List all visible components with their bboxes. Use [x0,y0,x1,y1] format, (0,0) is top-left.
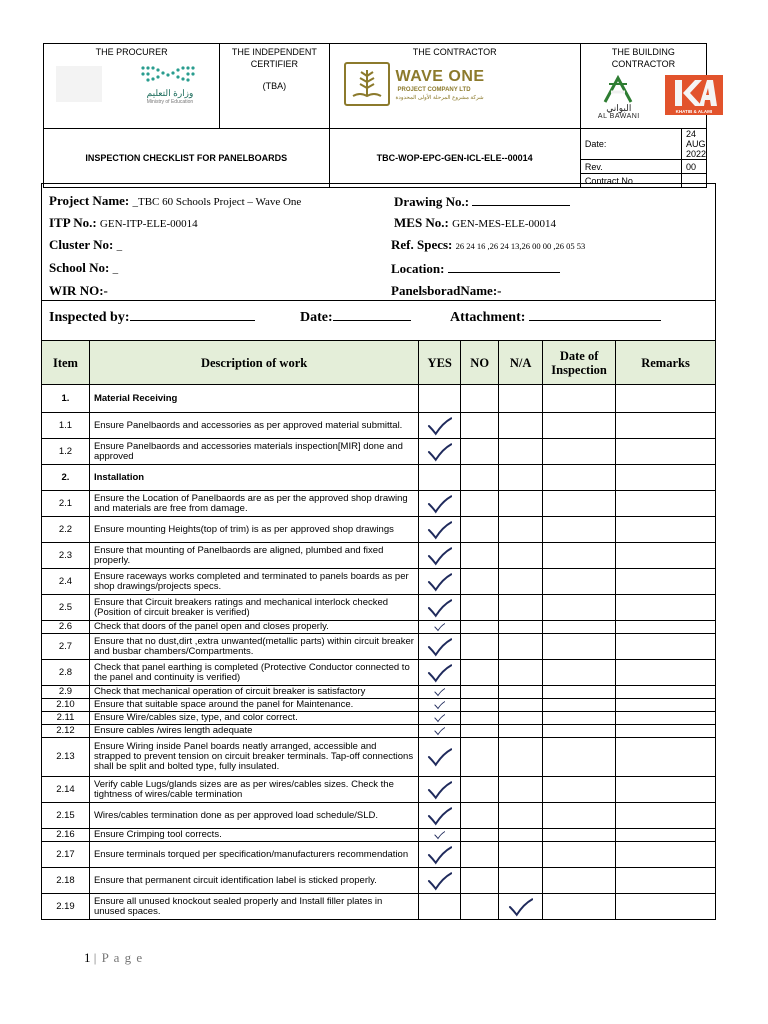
checkmark-icon [427,870,452,892]
na-cell[interactable] [499,699,543,712]
no-cell[interactable] [461,413,499,439]
table-row [42,569,716,595]
location-field: Location: [391,260,560,277]
item-number: 2.2 [42,517,90,543]
document-header: THE PROCURER وزارة التعليم Ministry of Education THE INDEPENDENT CERTIFIER (TBA) THE CONTRACTOR WAVE ONE PROJECT COMPANY LTD شركة مشروع المرحلة الأولى المحدودة THE BUILDING CONTRACTOR البواني AL BAWANI KHATIB & ALAMI INSPECTION CHECKLIST FOR PANELBOARDS TBC-WOP-EPC-GEN-ICL-ELE--00014 Date: 24 AUG 2022 Rev. 00 Contract No. [43,43,707,188]
no-cell[interactable] [461,385,499,413]
item-number: 2.17 [42,842,90,868]
khatib-alami-logo: KHATIB & ALAMI [665,75,723,115]
yes-cell[interactable] [419,543,461,569]
remarks-cell[interactable] [616,413,716,439]
yes-cell[interactable] [419,738,461,777]
yes-cell[interactable] [419,491,461,517]
yes-cell[interactable] [419,569,461,595]
remarks-cell[interactable] [616,569,716,595]
table-row [42,686,716,699]
item-number: 2.6 [42,621,90,634]
remarks-cell[interactable] [616,712,716,725]
checkmark-icon [434,622,446,632]
item-description: Ensure mounting Heights(top of trim) is as per approved shop drawings [89,517,418,543]
no-cell[interactable] [461,634,499,660]
table-row [42,777,716,803]
checkmark-icon [427,493,452,515]
checkmark-icon [427,441,452,463]
yes-cell[interactable] [419,465,461,491]
date-cell[interactable] [543,777,616,803]
date-cell[interactable] [543,725,616,738]
col-no: NO [461,341,499,385]
table-row [42,725,716,738]
table-row [42,699,716,712]
na-cell[interactable] [499,829,543,842]
item-description: Wires/cables termination done as per approved load schedule/SLD. [89,803,418,829]
na-cell[interactable] [499,712,543,725]
item-description: Ensure Crimping tool corrects. [89,829,418,842]
item-number: 2.1 [42,491,90,517]
na-cell[interactable] [499,491,543,517]
yes-cell[interactable] [419,842,461,868]
no-cell[interactable] [461,660,499,686]
item-description: Check that mechanical operation of circuit breaker is satisfactory [89,686,418,699]
rev-value: 00 [681,160,706,174]
table-row [42,660,716,686]
item-description: Ensure cables /wires length adequate [89,725,418,738]
na-cell[interactable] [499,868,543,894]
date-label: Date: [580,129,681,160]
checkmark-icon [434,687,446,697]
date-cell[interactable] [543,621,616,634]
remarks-cell[interactable] [616,725,716,738]
checkmark-icon [508,896,533,918]
na-cell[interactable] [499,842,543,868]
yes-cell[interactable] [419,660,461,686]
item-description: Verify cable Lugs/glands sizes are as per wires/cables sizes. Check the tightness of wires/cable termination [89,777,418,803]
item-number: 2.7 [42,634,90,660]
no-cell[interactable] [461,569,499,595]
yes-cell[interactable] [419,868,461,894]
item-description: Ensure Panelbaords and accessories as per approved material submittal. [89,413,418,439]
remarks-cell[interactable] [616,517,716,543]
item-description: Ensure that suitable space around the panel for Maintenance. [89,699,418,712]
date-cell[interactable] [543,517,616,543]
item-description: Ensure that no dust,dirt ,extra unwanted(metallic parts) within circuit breaker and busbar chambers/Compartments. [89,634,418,660]
col-remarks: Remarks [616,341,716,385]
checkmark-icon [427,545,452,567]
table-row [42,385,716,413]
yes-cell[interactable] [419,699,461,712]
na-cell[interactable] [499,439,543,465]
table-row [42,738,716,777]
no-cell[interactable] [461,894,499,920]
col-yes: YES [419,341,461,385]
table-row [42,543,716,569]
col-description: Description of work [89,341,418,385]
checkmark-icon [427,519,452,541]
item-number: 2.10 [42,699,90,712]
yes-cell[interactable] [419,413,461,439]
certifier-value: (TBA) [262,81,287,91]
na-cell[interactable] [499,385,543,413]
na-cell[interactable] [499,517,543,543]
item-number: 2.8 [42,660,90,686]
drawing-field: Drawing No.: [394,193,570,210]
na-cell[interactable] [499,894,543,920]
item-number: 1.2 [42,439,90,465]
na-cell[interactable] [499,738,543,777]
remarks-cell[interactable] [616,543,716,569]
na-cell[interactable] [499,569,543,595]
date-cell[interactable] [543,385,616,413]
remarks-cell[interactable] [616,868,716,894]
date-cell[interactable] [543,465,616,491]
document-title: INSPECTION CHECKLIST FOR PANELBOARDS [44,129,330,188]
yes-cell[interactable] [419,803,461,829]
no-cell[interactable] [461,725,499,738]
item-description: Ensure Panelbaords and accessories materials inspection[MIR] done and approved [89,439,418,465]
date-cell[interactable] [543,894,616,920]
checkmark-icon [434,726,446,736]
item-number: 2.5 [42,595,90,621]
yes-cell[interactable] [419,894,461,920]
checkmark-icon [427,636,452,658]
no-cell[interactable] [461,686,499,699]
na-cell[interactable] [499,660,543,686]
yes-cell[interactable] [419,712,461,725]
date-cell[interactable] [543,660,616,686]
no-cell[interactable] [461,829,499,842]
remarks-cell[interactable] [616,621,716,634]
date-cell[interactable] [543,803,616,829]
remarks-cell[interactable] [616,686,716,699]
table-row [42,634,716,660]
yes-cell[interactable] [419,634,461,660]
na-cell[interactable] [499,803,543,829]
col-date: Date of Inspection [543,341,616,385]
item-description: Ensure that mounting of Panelbaords are aligned, plumbed and fixed properly. [89,543,418,569]
table-row [42,868,716,894]
page-number: 1 [84,950,91,965]
no-cell[interactable] [461,868,499,894]
checkmark-icon [434,713,446,723]
na-cell[interactable] [499,777,543,803]
item-number: 2.18 [42,868,90,894]
inspection-date-field: Date: [300,308,411,326]
project-info [41,183,716,341]
yes-cell[interactable] [419,595,461,621]
panel-name-field: PanelsboradName:- [391,283,502,298]
date-cell[interactable] [543,543,616,569]
table-row [42,842,716,868]
remarks-cell[interactable] [616,699,716,712]
itp-field: ITP No.: GEN-ITP-ELE-00014 [49,215,198,230]
certifier-label: THE INDEPENDENT CERTIFIER [231,47,317,69]
remarks-cell[interactable] [616,465,716,491]
yes-cell[interactable] [419,725,461,738]
item-description: Installation [89,465,418,491]
table-row [42,595,716,621]
item-number: 2.4 [42,569,90,595]
na-cell[interactable] [499,686,543,699]
checkmark-icon [427,779,452,801]
item-number: 2.14 [42,777,90,803]
col-na: N/A [499,341,543,385]
date-cell[interactable] [543,829,616,842]
no-cell[interactable] [461,517,499,543]
ref-specs-field: Ref. Specs: 26 24 16 ,26 24 13,26 00 00 ,26 05 53 [391,237,586,252]
no-cell[interactable] [461,803,499,829]
table-row [42,517,716,543]
no-cell[interactable] [461,491,499,517]
yes-cell[interactable] [419,686,461,699]
no-cell[interactable] [461,842,499,868]
page-footer [84,950,143,966]
yes-cell[interactable] [419,621,461,634]
item-description: Ensure all unused knockout sealed properly and Install filler plates in unused spaces. [89,894,418,920]
date-cell[interactable] [543,634,616,660]
item-number: 2.15 [42,803,90,829]
remarks-cell[interactable] [616,894,716,920]
yes-cell[interactable] [419,385,461,413]
item-number: 1.1 [42,413,90,439]
item-number: 2.9 [42,686,90,699]
remarks-cell[interactable] [616,829,716,842]
remarks-cell[interactable] [616,385,716,413]
checkmark-icon [434,700,446,710]
item-description: Ensure raceways works completed and terminated to panels boards as per shop drawings/projects specs. [89,569,418,595]
checkmark-icon [427,597,452,619]
na-cell[interactable] [499,621,543,634]
yes-cell[interactable] [419,829,461,842]
checkmark-icon [434,830,446,840]
checkmark-icon [427,662,452,684]
date-cell[interactable] [543,842,616,868]
na-cell[interactable] [499,543,543,569]
table-row [42,491,716,517]
table-row [42,803,716,829]
date-cell[interactable] [543,712,616,725]
item-description: Check that panel earthing is completed (Protective Conductor connected to the panel and continuity is verified) [89,660,418,686]
building-contractor-label: THE BUILDING CONTRACTOR [611,47,676,69]
wave-one-logo: WAVE ONE PROJECT COMPANY LTD شركة مشروع المرحلة الأولى المحدودة [330,58,580,116]
na-cell[interactable] [499,595,543,621]
item-description: Material Receiving [89,385,418,413]
checkmark-icon [427,805,452,827]
date-cell[interactable] [543,413,616,439]
contract-label: Contract No. [580,174,681,188]
no-cell[interactable] [461,738,499,777]
no-cell[interactable] [461,699,499,712]
item-number: 2.19 [42,894,90,920]
wir-field: WIR NO:- [49,283,108,298]
item-number: 2.3 [42,543,90,569]
table-row [42,894,716,920]
table-row [42,413,716,439]
no-cell[interactable] [461,712,499,725]
date-cell[interactable] [543,569,616,595]
item-number: 2.12 [42,725,90,738]
remarks-cell[interactable] [616,738,716,777]
mes-field: MES No.: GEN-MES-ELE-00014 [394,215,557,230]
item-description: Ensure Wire/cables size, type, and color correct. [89,712,418,725]
contractor-label: THE CONTRACTOR [412,47,497,57]
na-cell[interactable] [499,465,543,491]
cluster-field: Cluster No: _ [49,237,123,252]
item-description: Ensure Wiring inside Panel boards neatly arranged, accessible and strapped to prevent tension on circuit breaker terminals. Tap-off connections shall be split and bolted type, fully insulated. [89,738,418,777]
inspection-checklist-table [41,340,716,920]
no-cell[interactable] [461,621,499,634]
table-row [42,829,716,842]
remarks-cell[interactable] [616,595,716,621]
no-cell[interactable] [461,465,499,491]
checkmark-icon [427,746,452,768]
na-cell[interactable] [499,634,543,660]
remarks-cell[interactable] [616,439,716,465]
date-value: 24 AUG 2022 [681,129,706,160]
inspected-by-field: Inspected by: [49,308,255,326]
table-row [42,439,716,465]
item-number: 2.11 [42,712,90,725]
remarks-cell[interactable] [616,842,716,868]
remarks-cell[interactable] [616,491,716,517]
page-label: | P a g e [93,950,144,965]
date-cell[interactable] [543,491,616,517]
no-cell[interactable] [461,439,499,465]
table-row [42,712,716,725]
remarks-cell[interactable] [616,777,716,803]
item-number: 1. [42,385,90,413]
no-cell[interactable] [461,595,499,621]
remarks-cell[interactable] [616,660,716,686]
col-item: Item [42,341,90,385]
yes-cell[interactable] [419,517,461,543]
remarks-cell[interactable] [616,803,716,829]
date-cell[interactable] [543,686,616,699]
yes-cell[interactable] [419,439,461,465]
remarks-cell[interactable] [616,634,716,660]
item-description: Ensure the Location of Panelbaords are as per the approved shop drawing and materials are free from damage. [89,491,418,517]
attachment-field: Attachment: [450,308,661,326]
school-field: School No: _ [49,260,119,275]
item-description: Ensure terminals torqued per specification/manufacturers recommendation [89,842,418,868]
yes-cell[interactable] [419,777,461,803]
date-cell[interactable] [543,439,616,465]
na-cell[interactable] [499,413,543,439]
date-cell[interactable] [543,595,616,621]
item-description: Ensure that Circuit breakers ratings and mechanical interlock checked (Position of circuit breaker is verified) [89,595,418,621]
item-description: Check that doors of the panel open and closes properly. [89,621,418,634]
item-description: Ensure that permanent circuit identification label is sticked properly. [89,868,418,894]
date-cell[interactable] [543,738,616,777]
checkmark-icon [427,571,452,593]
item-number: 2.13 [42,738,90,777]
table-row [42,465,716,491]
checkmark-icon [427,844,452,866]
checkmark-icon [427,415,452,437]
na-cell[interactable] [499,725,543,738]
procurer-label: THE PROCURER [95,47,168,57]
table-row [42,621,716,634]
project-name-field: Project Name: _TBC 60 Schools Project – Wave One [49,193,302,208]
date-cell[interactable] [543,699,616,712]
rev-label: Rev. [580,160,681,174]
no-cell[interactable] [461,543,499,569]
item-number: 2.16 [42,829,90,842]
no-cell[interactable] [461,777,499,803]
document-code: TBC-WOP-EPC-GEN-ICL-ELE--00014 [329,129,580,188]
ministry-logo: وزارة التعليم Ministry of Education [44,58,219,116]
item-number: 2. [42,465,90,491]
date-cell[interactable] [543,868,616,894]
